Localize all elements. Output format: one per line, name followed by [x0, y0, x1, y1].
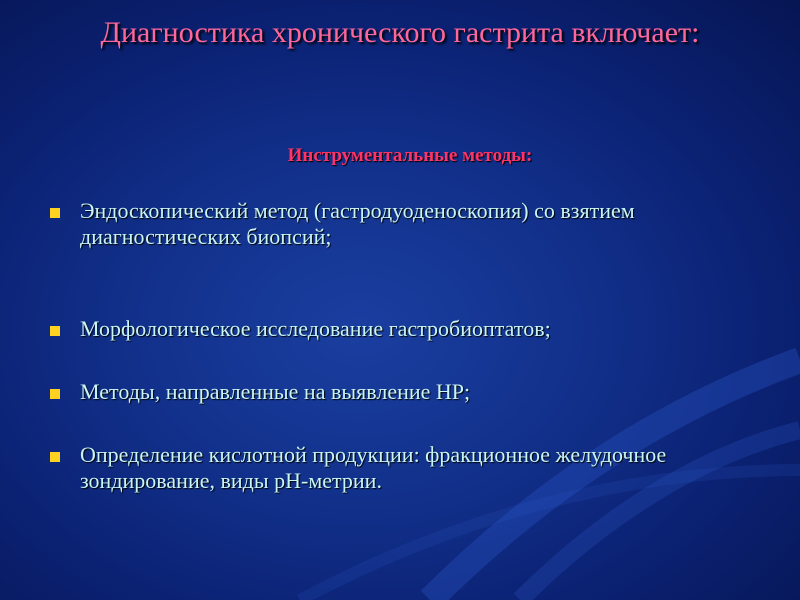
bullet-text: Методы, направленные на выявление HP; [80, 379, 471, 404]
bullet-text: Эндоскопический метод (гастродуоденоскопия) со взятием диагностических биопсий; [80, 198, 635, 249]
bullet-item [48, 442, 748, 494]
bullet-list [48, 198, 748, 494]
bullet-item [48, 316, 748, 342]
square-bullet-icon [50, 452, 60, 462]
slide-subtitle: Инструментальные методы: [287, 145, 533, 166]
bullet-item [48, 379, 748, 405]
slide-title: Диагностика хронического гастрита включает: [100, 16, 700, 49]
square-bullet-icon [50, 326, 60, 336]
bullet-text: Морфологическое исследование гастробиоптатов; [80, 316, 551, 341]
bullet-item [48, 198, 748, 250]
bullet-text: Определение кислотной продукции: фракционное желудочное зондирование, виды рН-метрии. [80, 442, 667, 493]
square-bullet-icon [50, 389, 60, 399]
square-bullet-icon [50, 208, 60, 218]
